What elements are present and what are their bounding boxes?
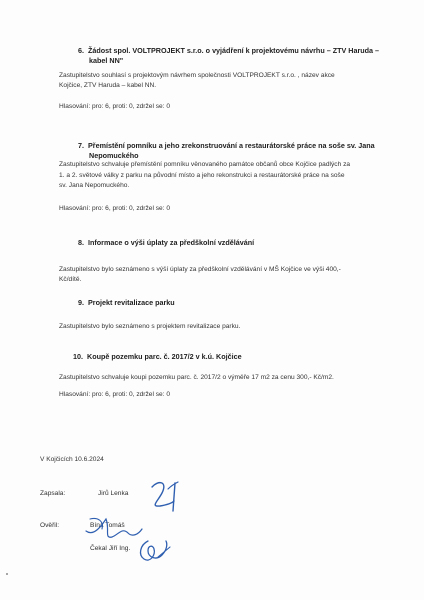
verifier-2-name: Čekal Jiří Ing. — [90, 545, 131, 552]
scan-speck — [6, 573, 8, 575]
verifier-2-signature — [136, 537, 172, 565]
item-title-line: Informace o výši úplaty za předškolní vzdělávání — [88, 238, 255, 247]
item-number: 10. — [73, 352, 83, 361]
item-title-line: Žádost spol. VOLTPROJEKT s.r.o. o vyjádření k projektovému návrhu – ZTV Haruda – — [88, 46, 380, 55]
recorder-signature — [146, 477, 186, 515]
item-10-vote: Hlasování: pro: 6, proti: 0, zdržel se: 0 — [59, 391, 171, 398]
item-number: 6. — [78, 46, 84, 55]
item-6-resolution-line-1: Zastupitelstvo souhlasí s projektovým návrhem společnosti VOLTPROJEKT s.r.o. , název akce — [59, 72, 335, 79]
item-7-title — [78, 141, 375, 151]
item-7-resolution-line-1: Zastupitelstvo schvaluje přemístění pomníku věnovaného památce občanů obce Kojčice padlých za — [59, 161, 351, 168]
item-10-resolution-line-1: Zastupitelstvo schvaluje koupi pozemku parc. č. 2017/2 o výměře 17 m2 za cenu 300,- Kč/m2. — [59, 374, 334, 381]
item-number: 7. — [78, 141, 84, 150]
item-8-title — [78, 238, 254, 248]
item-9-title — [78, 298, 175, 308]
item-6-title-cont — [89, 56, 123, 66]
verifier-1-signature — [84, 515, 144, 545]
item-title-line: Přemístění pomníku a jeho zrekonstruování a restaurátorské práce na soše sv. Jana — [88, 141, 375, 150]
item-8-resolution-line-2: Kč/dítě. — [59, 276, 82, 283]
item-7-vote: Hlasování: pro: 6, proti: 0, zdržel se: 0 — [59, 205, 171, 212]
item-7-resolution-line-2: 1. a 2. světové války z parku na původní místo a jeho rekonstrukci a restaurátorské práce na soše — [59, 172, 345, 179]
item-9-resolution-line-1: Zastupitelstvo bylo seznámeno s projektem revitalizace parku. — [59, 323, 241, 330]
recorder-label: Zapsala: — [40, 490, 66, 497]
verifier-1-name: Bína Tomáš — [90, 522, 125, 529]
recorder-name: Jirů Lenka — [98, 490, 129, 497]
item-6-title — [78, 46, 379, 56]
item-title-line: kabel NN" — [89, 56, 124, 65]
item-7-resolution-line-3: sv. Jana Nepomuckého. — [59, 182, 130, 189]
place-date: V Kojčicích 10.6.2024 — [40, 456, 104, 463]
item-title-line: Projekt revitalizace parku — [88, 298, 175, 307]
item-title-line: Koupě pozemku parc. č. 2017/2 v k.ú. Kojčice — [87, 352, 242, 361]
item-6-resolution-line-2: Kojčice, ZTV Haruda – kabel NN. — [59, 82, 157, 89]
item-8-resolution-line-1: Zastupitelstvo bylo seznámeno s výší úplaty za předškolní vzdělávání v MŠ Kojčice ve výši 400,- — [59, 266, 341, 273]
item-title-line: Nepomuckého — [89, 151, 139, 160]
item-10-title — [73, 352, 242, 362]
item-number: 8. — [78, 238, 84, 247]
item-6-vote: Hlasování: pro: 6, proti: 0, zdržel se: 0 — [59, 103, 171, 110]
item-number: 9. — [78, 298, 84, 307]
verifiers-label: Ověřil: — [40, 522, 60, 529]
